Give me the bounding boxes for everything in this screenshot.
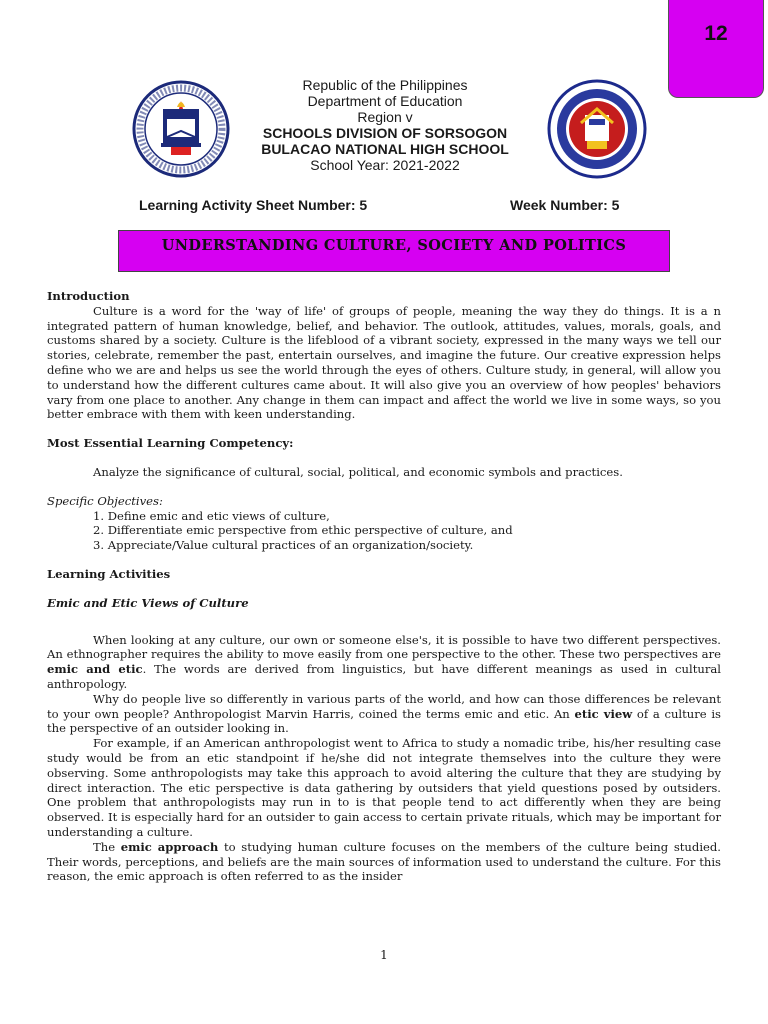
text-run: . The words are derived from linguistics, but have different meanings as used in cultural anthropology. (47, 662, 721, 691)
paragraph-perspectives (47, 633, 721, 692)
header-department: Department of Education (307, 93, 463, 109)
header-division: SCHOOLS DIVISION OF SORSOGON (262, 125, 508, 141)
document-body (47, 289, 721, 884)
text-run: When looking at any culture, our own or someone else's, it is possible to have two different perspectives. An ethnographer requires the ability to move easily from one perspective to the other. These two perspectives are (47, 632, 721, 662)
paragraph-example: For example, if an American anthropologist went to Africa to study a nomadic tribe, his/her resulting case study would be from an etic standpoint if he/she did not integrate themselves into the culture they were observing. Some anthropologists may take this approach to avoid altering the culture that they are studying by direct interaction. The etic perspective is data gathering by outsiders that yield questions posed by outsiders. One problem that anthropologists may run in to is that people tend to act differently when they are being observed. It is especially hard for an outsider to gain access to certain private rituals, which may be important for understanding a culture. (47, 736, 721, 839)
emphasis-term: emic and etic (47, 662, 143, 677)
text-run: Why do people live so differently in various parts of the world, and how can those differences be relevant to your own people? Anthropologist Marvin Harris, coined the terms emic and etic. An (47, 691, 721, 721)
intro-paragraph: Culture is a word for the 'way of life' of groups of people, meaning the way they do things. It is a n integrated pattern of human knowledge, belief, and behavior. The outlook, attitudes, values, morals, goals, and customs shared by a society. Culture is the lifeblood of a vibrant society, expressed in the many ways we tell our stories, celebrate, remember the past, entertain ourselves, and imagine the future. Our creative expression helps define who we are and helps us see the world through the eyes of others. Culture study, in general, will allow you to understand how the different cultures came about. It will also give you an overview of how peoples' behaviors vary from one place to another. Any change in them can impact and affect the world we live in some ways, so you better embrace with them with keen understanding. (47, 303, 721, 422)
header-region: Region v (357, 109, 413, 125)
grade-level-tab (668, 0, 764, 98)
section-subheading: Emic and Etic Views of Culture (47, 595, 249, 610)
text-run: to studying human culture focuses on the members of the culture being studied. Their words, perceptions, and beliefs are the main sources of information used to understand the culture. For this reason, the emic approach is often referred to as the insider (47, 839, 721, 884)
header-school-year: School Year: 2021-2022 (310, 157, 460, 173)
paragraph-emic-approach (47, 840, 721, 884)
emphasis-term: etic view (574, 706, 633, 721)
text-run: The (93, 839, 121, 854)
header-republic: Republic of the Philippines (302, 77, 468, 93)
text-run: of a culture is the perspective of an outsider looking in. (47, 706, 721, 736)
objective-item: 2. Differentiate emic perspective from ethic perspective of culture, and (93, 523, 513, 538)
deped-seal-icon (131, 79, 231, 179)
emphasis-term: emic approach (120, 839, 219, 854)
activities-heading: Learning Activities (47, 566, 171, 581)
week-number: Week Number: 5 (510, 197, 620, 213)
document-header (230, 77, 540, 173)
page-number: 1 (380, 948, 388, 962)
las-number: Learning Activity Sheet Number: 5 (139, 197, 368, 213)
objectives-heading: Specific Objectives: (47, 493, 163, 508)
objective-item: 3. Appreciate/Value cultural practices of an organization/society. (93, 538, 474, 553)
title-banner: UNDERSTANDING CULTURE, SOCIETY AND POLITICS (118, 230, 670, 272)
header-school: BULACAO NATIONAL HIGH SCHOOL (261, 141, 509, 157)
school-seal-icon (547, 79, 647, 179)
paragraph-etic-view (47, 692, 721, 736)
melc-heading: Most Essential Learning Competency: (47, 436, 294, 451)
melc-text: Analyze the significance of cultural, social, political, and economic symbols and practices. (93, 464, 623, 479)
objective-item: 1. Define emic and etic views of culture, (93, 508, 330, 523)
grade-level-number: 12 (704, 22, 728, 45)
intro-heading: Introduction (47, 289, 130, 303)
